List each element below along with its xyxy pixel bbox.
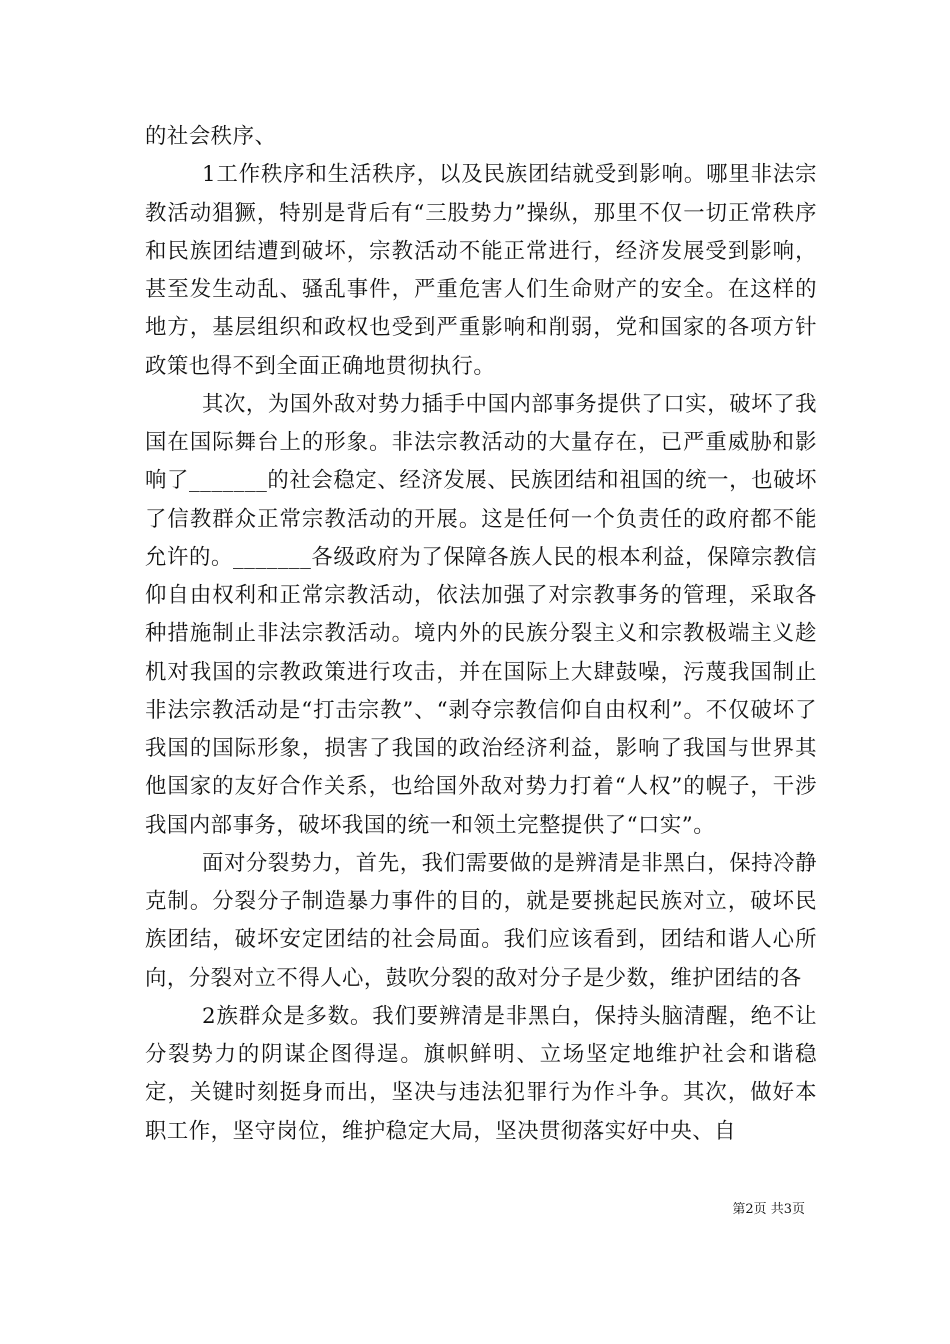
- paragraph-4: 2族群众是多数。我们要辨清是非黑白，保持头脑清醒，绝不让分裂势力的阴谋企图得逞。旗帜鲜明、立场坚定地维护社会和谐稳定，关键时刻挺身而出，坚决与违法犯罪行为作斗争。其次，做好本职工作，坚守岗位，维护稳定大局，坚决贯彻落实好中央、自: [145, 1003, 817, 1144]
- body-text: [145, 118, 817, 1151]
- page-number-footer: 第2页 共3页: [732, 1202, 805, 1217]
- paragraph-2: 其次，为国外敌对势力插手中国内部事务提供了口实，破坏了我国在国际舞台上的形象。非法宗教活动的大量存在，已严重威胁和影响了_______的社会稳定、经济发展、民族团结和祖国的统一，也破坏了信教群众正常宗教活动的开展。这是任何一个负责任的政府都不能允许的。_______各级政府为了保障各族人民的根本利益，保障宗教信仰自由权利和正常宗教活动，依法加强了对宗教事务的管理，采取各种措施制止非法宗教活动。境内外的民族分裂主义和宗教极端主义趁机对我国的宗教政策进行攻击，并在国际上大肆鼓噪，污蔑我国制止非法宗教活动是“打击宗教”、“剥夺宗教信仰自由权利”。不仅破坏了我国的国际形象，损害了我国的政治经济利益，影响了我国与世界其他国家的友好合作关系，也给国外敌对势力打着“人权”的幌子，干涉我国内部事务，破坏我国的统一和领土完整提供了“口实”。: [145, 391, 817, 838]
- paragraph-continuation: 的社会秩序、: [145, 124, 277, 149]
- paragraph-3: 面对分裂势力，首先，我们需要做的是辨清是非黑白，保持冷静克制。分裂分子制造暴力事件的目的，就是要挑起民族对立，破坏民族团结，破坏安定团结的社会局面。我们应该看到，团结和谐人心所向，分裂对立不得人心，鼓吹分裂的敌对分子是少数，维护团结的各: [145, 850, 817, 991]
- paragraph-1: 1工作秩序和生活秩序，以及民族团结就受到影响。哪里非法宗教活动猖獗，特别是背后有“三股势力”操纵，那里不仅一切正常秩序和民族团结遭到破坏，宗教活动不能正常进行，经济发展受到影响，甚至发生动乱、骚乱事件，严重危害人们生命财产的安全。在这样的地方，基层组织和政权也受到严重影响和削弱，党和国家的各项方针政策也得不到全面正确地贯彻执行。: [145, 162, 817, 379]
